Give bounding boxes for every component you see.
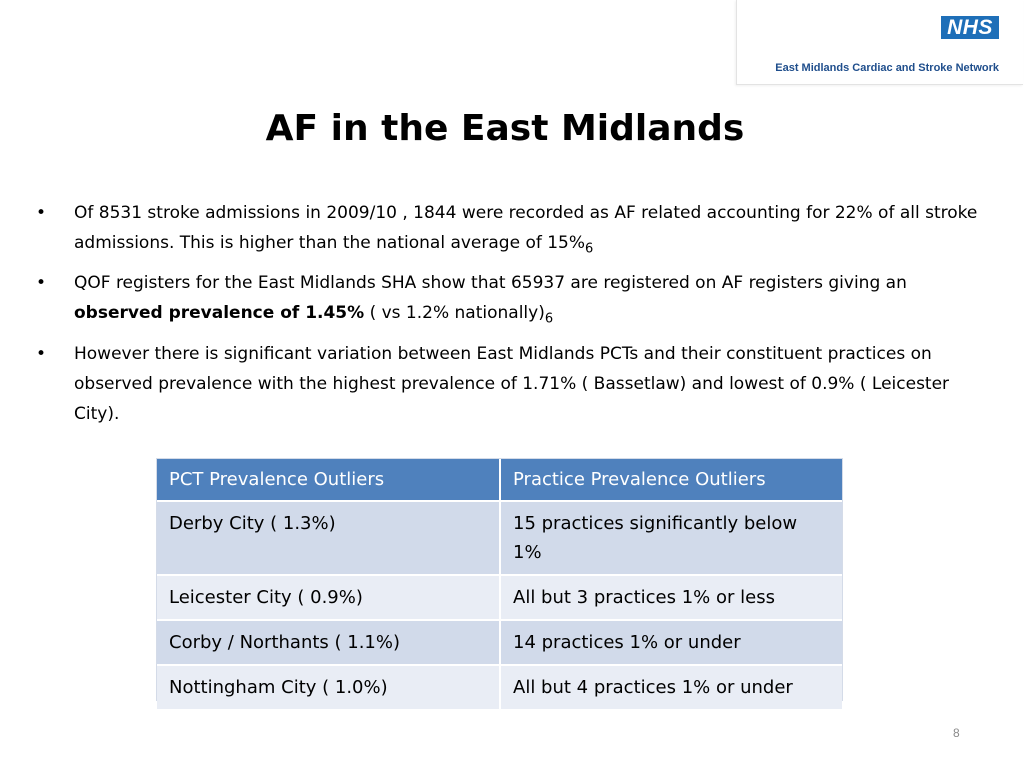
table-row	[157, 620, 842, 665]
bullet-marker: •	[36, 343, 47, 364]
reference-number: 6	[585, 241, 594, 257]
logo-panel	[736, 0, 1023, 85]
network-name: East Midlands Cardiac and Stroke Network	[775, 62, 999, 74]
column-header: PCT Prevalence Outliers	[157, 459, 500, 501]
bullet-list	[36, 198, 996, 433]
table-row	[157, 665, 842, 709]
column-header: Practice Prevalence Outliers	[500, 459, 842, 501]
reference-number: 6	[544, 311, 554, 327]
bullet-marker: •	[36, 273, 47, 294]
bullet-item	[36, 198, 996, 264]
bullet-text: However there is significant variation between East Midlands PCTs and their constituent practices on observed prevalence with the highest prevalence of 1.71% ( Bassetlaw) and lowest of 0.9% ( Leicester City).	[74, 343, 950, 424]
bullet-text: Of 8531 stroke admissions in 2009/10 , 1844 were recorded as AF related accounting for 22% of all stroke admissions. This is higher than the national average of 15%	[74, 203, 978, 253]
bullet-marker: •	[36, 203, 47, 223]
nhs-logo: NHS	[941, 16, 999, 39]
bullet-text: QOF registers for the East Midlands SHA show that 65937 are registered on AF registers giving an	[74, 273, 907, 294]
bullet-item	[36, 268, 996, 334]
table-row	[157, 501, 842, 575]
table-cell: Nottingham City ( 1.0%)	[157, 665, 500, 709]
table-header-row	[157, 459, 842, 501]
table-cell: Derby City ( 1.3%)	[157, 501, 500, 575]
table-cell: All but 3 practices 1% or less	[500, 575, 842, 620]
slide-title: AF in the East Midlands	[265, 108, 745, 149]
table-cell: All but 4 practices 1% or under	[500, 665, 842, 709]
table-cell: 15 practices significantly below 1%	[500, 501, 842, 575]
table-cell: Leicester City ( 0.9%)	[157, 575, 500, 620]
table-cell: 14 practices 1% or under	[500, 620, 842, 665]
table-cell: Corby / Northants ( 1.1%)	[157, 620, 500, 665]
bullet-bold-text: observed prevalence of 1.45%	[74, 303, 365, 324]
page-number: 8	[953, 726, 960, 740]
bullet-text: ( vs 1.2% nationally)	[364, 303, 545, 324]
outliers-table	[157, 459, 842, 700]
table-row	[157, 575, 842, 620]
bullet-item	[36, 339, 996, 429]
